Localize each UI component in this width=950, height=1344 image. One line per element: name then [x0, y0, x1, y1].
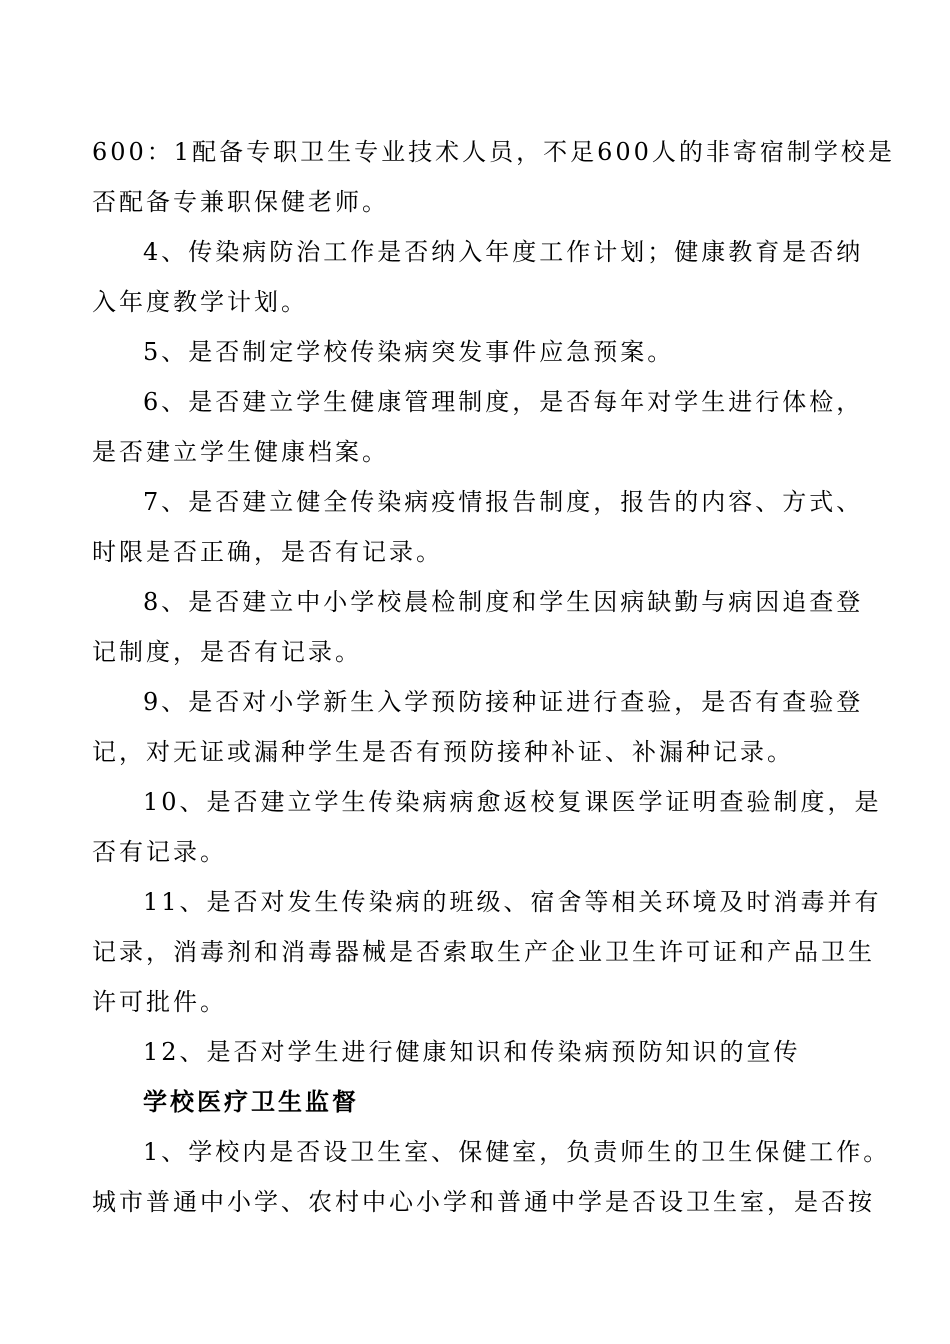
- text-line: 10、是否建立学生传染病病愈返校复课医学证明查验制度，是: [143, 788, 882, 816]
- text-line: 记录，消毒剂和消毒器械是否索取生产企业卫生许可证和产品卫生: [92, 938, 875, 966]
- text-line: 4、传染病防治工作是否纳入年度工作计划；健康教育是否纳: [143, 238, 864, 266]
- section-heading: 学校医疗卫生监督: [143, 1087, 359, 1116]
- text-line: 11、是否对发生传染病的班级、宿舍等相关环境及时消毒并有: [143, 888, 882, 916]
- text-line: 许可批件。: [92, 988, 227, 1016]
- text-line: 记，对无证或漏种学生是否有预防接种补证、补漏种记录。: [92, 738, 794, 766]
- text-line: 是否建立学生健康档案。: [92, 438, 389, 466]
- text-line: 城市普通中小学、农村中心小学和普通中学是否设卫生室，是否按: [92, 1188, 875, 1216]
- text-line: 1、学校内是否设卫生室、保健室，负责师生的卫生保健工作。: [143, 1138, 891, 1166]
- text-line: 600：1配备专职卫生专业技术人员，不足600人的非寄宿制学校是: [92, 138, 895, 166]
- text-line: 记制度，是否有记录。: [92, 638, 362, 666]
- text-line: 8、是否建立中小学校晨检制度和学生因病缺勤与病因追查登: [143, 588, 864, 616]
- text-line: 否有记录。: [92, 838, 227, 866]
- text-line: 7、是否建立健全传染病疫情报告制度，报告的内容、方式、: [143, 488, 864, 516]
- text-line: 5、是否制定学校传染病突发事件应急预案。: [143, 338, 675, 366]
- text-line: 12、是否对学生进行健康知识和传染病预防知识的宣传: [143, 1038, 801, 1066]
- text-line: 入年度教学计划。: [92, 288, 308, 316]
- text-line: 9、是否对小学新生入学预防接种证进行查验，是否有查验登: [143, 688, 864, 716]
- text-line: 时限是否正确，是否有记录。: [92, 538, 443, 566]
- text-line: 否配备专兼职保健老师。: [92, 188, 389, 216]
- text-line: 6、是否建立学生健康管理制度，是否每年对学生进行体检，: [143, 388, 864, 416]
